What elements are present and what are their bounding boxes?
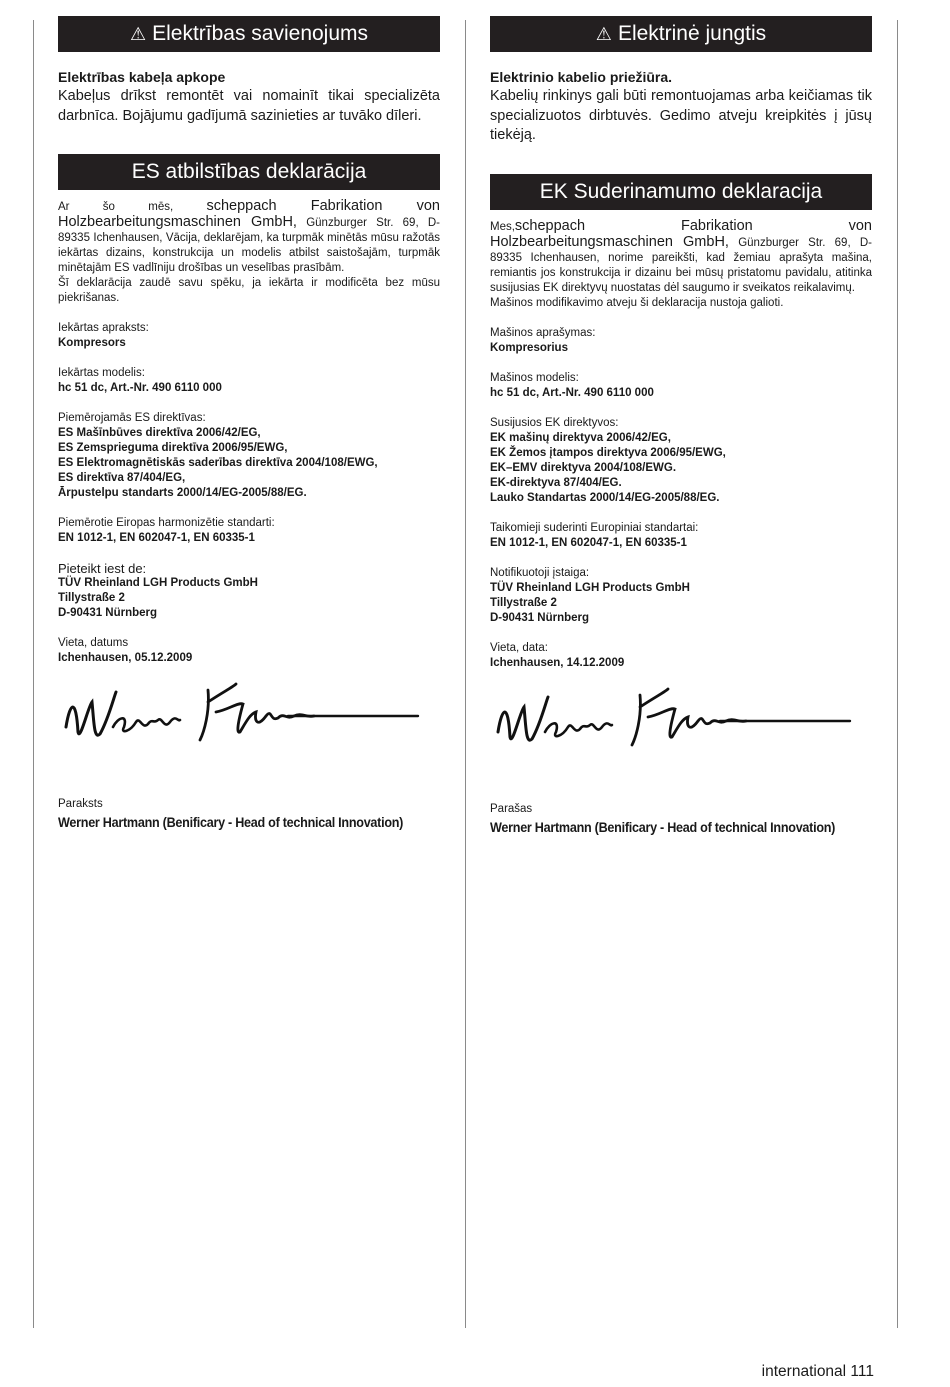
signature-label: Paraksts: [58, 798, 103, 810]
column-latvian: [58, 16, 440, 830]
warning-triangle-icon: ⚠: [129, 24, 147, 44]
section-header-electrical: [490, 16, 872, 52]
handwritten-signature: [58, 672, 440, 767]
signatory-name: Werner Hartmann (Benificary - Head of technical Innovation): [58, 814, 404, 830]
cable-care-title: Elektrinio kabelio priežiūra.: [490, 69, 673, 85]
declaration-intro: Mes,scheppach Fabrikation von Holzbearbeitungsmaschinen GmbH, Günzburger Str. 69, D-89335 Ichenhausen, norime pareikšti, kad žemiau aprašyta mašina, remiantis jos konstrukcija ir dizainu bei mūsų pristatomu pavidalu, atitinka susijusias EK direktyvų nuostatas dėl saugumo ir sveikatos reikalavimų. Mašinos modifikavimo atveju ši deklaracija nustoja galioti.: [490, 217, 872, 309]
directives: Susijusios EK direktyvos: EK mašinų direktyva 2006/42/EG, EK Žemos įtampos direktyva 2006/95/EWG, EK–EMV direktyva 2004/108/EWG. EK-direktyva 87/404/EG. Lauko Standartas 2000/14/EG-2005/88/EG.: [490, 416, 872, 506]
handwritten-signature: [490, 677, 872, 772]
machine-description: Iekārtas apraksts: Kompresors: [58, 322, 149, 349]
page-rule-right: [897, 20, 898, 1328]
place-date: Vieta, datums Ichenhausen, 05.12.2009: [58, 637, 193, 664]
column-lithuanian: [490, 16, 872, 835]
section-header-declaration: ES atbilstības deklarācija: [58, 154, 440, 190]
section-header-text: Elektrinė jungtis: [617, 22, 767, 45]
directive-item: EK–EMV direktyva 2004/108/EWG.: [490, 461, 677, 474]
directive-item: EK mašinų direktyva 2006/42/EG,: [490, 431, 671, 444]
warning-triangle-icon: ⚠: [595, 24, 612, 44]
directive-item: ES direktīva 87/404/EG,: [58, 472, 186, 484]
signatory-name: Werner Hartmann (Benificary - Head of technical Innovation): [490, 818, 836, 835]
machine-model: Iekārtas modelis: hc 51 dc, Art.-Nr. 490 6110 000: [58, 367, 222, 394]
directive-item: EK-direktyva 87/404/EG.: [490, 476, 622, 489]
standards: Piemērotie Eiropas harmonizētie standarti: EN 1012-1, EN 602047-1, EN 60335-1: [58, 517, 275, 544]
directive-item: Ārpustelpu standarts 2000/14/EG-2005/88/EG.: [58, 487, 307, 499]
section-header-text: Elektrības savienojums: [152, 22, 369, 45]
signature-label: Parašas: [490, 802, 533, 815]
cable-care-text: Kabelių rinkinys gali būti remontuojamas arba keičiamas tik specializuotos dirbtuvės. Gedimo atveju kreipkitės į jūsų tiekėją.: [490, 88, 872, 143]
directive-item: ES Mašīnbūves direktīva 2006/42/EG,: [58, 427, 261, 439]
directives: Piemērojamās ES direktīvas: ES Mašīnbūves direktīva 2006/42/EG, ES Zemsprieguma direktīva 2006/95/EWG, ES Elektromagnētiskās saderības direktīva 2004/108/EWG, ES direktīva 87/404/EG, Ārpustelpu standarts 2000/14/EG-2005/88/EG.: [58, 411, 440, 501]
section-header-declaration: EK Suderinamumo deklaracija: [490, 174, 872, 210]
declaration-intro: Ar šo mēs, scheppach Fabrikation von Holzbearbeitungsmaschinen GmbH, Günzburger Str. 69, D-89335 Ichenhausen, Vācija, deklarējam, ka turpmāk minētās mūsu ražotās iekārtas dizains, konstrukcija un modelis atbilst saistošajām, turpmāk minētajām ES vadlīniju drošības un veselības prasībām. Šī deklarācija zaudē savu spēku, ja iekārta ir modificēta bez mūsu piekrišanas.: [58, 198, 440, 304]
place-date: Vieta, data: Ichenhausen, 14.12.2009: [490, 641, 625, 669]
machine-model: Mašinos modelis: hc 51 dc, Art.-Nr. 490 6110 000: [490, 371, 654, 399]
cable-care-text: Kabeļus drīkst remontēt vai nomainīt tikai specializēta darbnīca. Bojājumu gadījumā sazinieties ar tuvāko dīleri.: [58, 88, 440, 124]
directive-item: Lauko Standartas 2000/14/EG-2005/88/EG.: [490, 491, 720, 504]
page-footer: international 111: [761, 1363, 874, 1380]
notified-body: Notifikuotoji įstaiga: TÜV Rheinland LGH Products GmbH Tillystraße 2 D-90431 Nürnberg: [490, 566, 690, 624]
page-rule-center: [465, 20, 466, 1328]
cable-care-title: Elektrības kabeļa apkope: [58, 69, 226, 85]
page-rule-left: [33, 20, 34, 1328]
notified-body: Pieteikt iest de: TÜV Rheinland LGH Products GmbH Tillystraße 2 D-90431 Nürnberg: [58, 561, 258, 619]
machine-description: Mašinos aprašymas: Kompresorius: [490, 326, 596, 354]
standards: Taikomieji suderinti Europiniai standartai: EN 1012-1, EN 602047-1, EN 60335-1: [490, 521, 699, 549]
directive-item: ES Zemsprieguma direktīva 2006/95/EWG,: [58, 442, 288, 454]
directive-item: EK Žemos įtampos direktyva 2006/95/EWG,: [490, 446, 726, 459]
directive-item: ES Elektromagnētiskās saderības direktīva 2004/108/EWG,: [58, 457, 378, 469]
section-header-electrical: [58, 16, 440, 52]
